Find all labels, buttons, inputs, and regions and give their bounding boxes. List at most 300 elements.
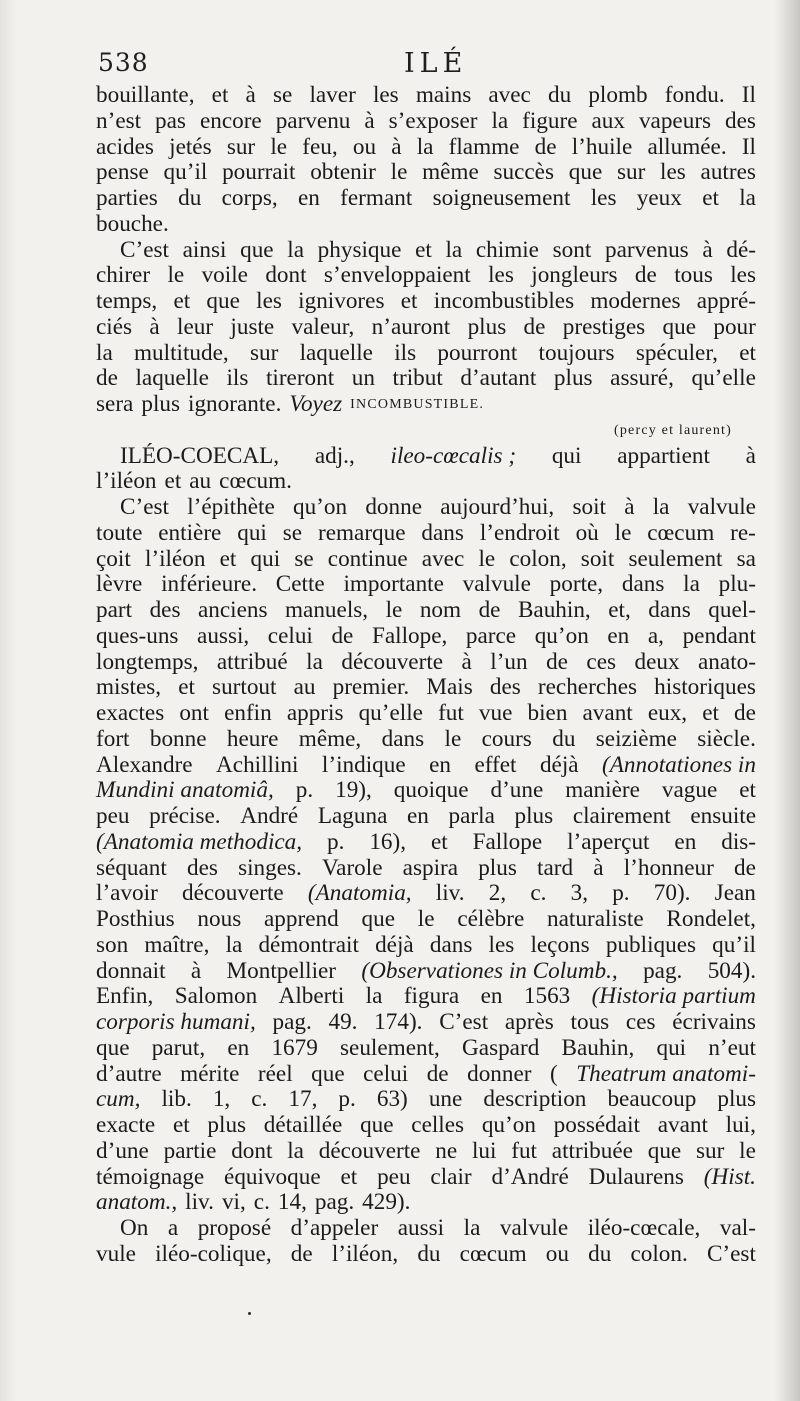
word: siècle.: [697, 725, 756, 752]
word: plus: [553, 365, 593, 392]
word: 1563: [523, 983, 571, 1010]
word: et: [173, 288, 191, 314]
word: fondu.: [664, 82, 725, 108]
word: ciés: [96, 313, 133, 340]
word: dé-: [726, 236, 756, 263]
word: les: [488, 262, 514, 289]
word: parties: [96, 185, 158, 211]
word: et: [739, 339, 756, 366]
word: ileo-cœcalis ;: [390, 442, 517, 469]
word: lèvre: [96, 571, 143, 598]
text-line: [96, 572, 756, 598]
text-line: [96, 675, 756, 701]
word: que: [311, 1060, 345, 1087]
word: d’appeler: [290, 1215, 379, 1241]
word: multitude,: [134, 339, 229, 366]
word: peu: [96, 803, 130, 829]
word: nous: [197, 906, 242, 932]
word: le: [478, 545, 496, 572]
word: 70).: [653, 880, 691, 907]
word: réel: [257, 1060, 293, 1087]
word: fermant: [340, 185, 413, 211]
text-line: [96, 135, 756, 161]
word: Alberti: [278, 983, 345, 1010]
word: des: [187, 854, 218, 881]
word: l’iléon: [144, 545, 206, 572]
word: acides: [96, 133, 154, 160]
word: qu’il: [163, 159, 208, 186]
word: chimie: [475, 236, 539, 263]
word: de: [426, 1060, 449, 1087]
word: iléo-colique,: [155, 1240, 272, 1267]
word: cours: [481, 725, 532, 752]
word: la: [225, 931, 243, 958]
word: en: [674, 828, 697, 855]
word: importante: [343, 571, 444, 598]
word: C’est: [120, 236, 169, 263]
word: manuels,: [285, 597, 369, 623]
word: plus: [141, 391, 180, 417]
word: du: [588, 1240, 612, 1267]
word: en: [429, 751, 451, 778]
signature: (percy et laurent): [614, 422, 732, 438]
word: ignivores: [298, 288, 385, 314]
word: cœcum: [647, 519, 715, 546]
word: 17,: [288, 1086, 318, 1113]
word: Theatrum anatomi-: [576, 1060, 756, 1087]
text-line: [96, 1139, 756, 1165]
word: C’est: [706, 1240, 756, 1267]
word: proposé: [197, 1215, 272, 1241]
word: re-: [730, 519, 756, 546]
word: dans: [421, 519, 464, 546]
word: ignorante.: [188, 391, 282, 417]
word: sur: [249, 339, 279, 366]
word: 63): [376, 1086, 408, 1113]
word: assuré,: [610, 365, 674, 392]
word: bouche.: [96, 210, 169, 237]
word: porte,: [549, 571, 604, 598]
word: pense: [96, 159, 149, 186]
word: 19),: [335, 777, 372, 804]
word: l’iléon,: [331, 1240, 399, 1267]
word: seizième: [595, 725, 677, 752]
word: pendant: [682, 622, 756, 649]
word: à: [149, 313, 160, 340]
word: et,: [608, 597, 631, 623]
word: seulement,: [340, 1034, 440, 1061]
text-line: [96, 1087, 756, 1113]
text-line: [96, 856, 756, 882]
word: précise.: [149, 803, 221, 829]
word: c.: [530, 880, 547, 907]
word: à: [745, 442, 756, 469]
text-line: [96, 521, 756, 547]
text-line: [96, 804, 756, 830]
word: Alexandre: [96, 751, 193, 778]
word: Fallope,: [371, 622, 448, 649]
word: le: [270, 133, 288, 160]
word: l’indique: [321, 751, 406, 778]
word: et: [739, 777, 756, 804]
word: de: [734, 700, 756, 726]
word: dans: [648, 597, 691, 623]
word: parvenu: [275, 107, 351, 134]
word: et: [164, 468, 182, 495]
word: à: [461, 648, 472, 675]
word: 174).: [374, 1009, 423, 1035]
word: ILÉO-COECAL,: [120, 442, 280, 469]
word: de: [478, 597, 501, 623]
word: Bauhin,: [561, 1034, 635, 1061]
word: que: [361, 906, 395, 932]
word: n’est: [96, 107, 142, 134]
word: peu: [377, 1163, 411, 1190]
word: leur: [177, 313, 214, 340]
word: flamme: [448, 133, 520, 160]
word: remarque: [317, 519, 406, 546]
word: même: [422, 159, 479, 186]
word: maître,: [144, 931, 210, 958]
word: qu’on: [534, 622, 589, 649]
word: de: [534, 133, 557, 160]
word: ces: [586, 648, 617, 675]
word: appré-: [696, 288, 756, 314]
word: la: [416, 133, 434, 160]
word: n’auront: [371, 313, 451, 340]
word: parut,: [151, 1034, 206, 1061]
word: part: [96, 597, 133, 623]
word: Mais: [426, 674, 473, 701]
word: plus: [207, 1112, 247, 1138]
text-line: [96, 263, 756, 289]
text-line: [96, 495, 756, 521]
word: vi,: [221, 1189, 246, 1216]
word: cœcum: [459, 1240, 527, 1267]
word: quoique: [393, 777, 469, 804]
word: de: [290, 1240, 313, 1267]
word: dis-: [721, 828, 756, 855]
word: le: [417, 906, 435, 932]
text-line: [96, 186, 756, 212]
word: avant: [582, 700, 633, 726]
word: enfin: [224, 700, 272, 726]
word: (Observationes in Columb.,: [361, 957, 618, 984]
word: voile: [201, 262, 248, 289]
word: valeur,: [291, 313, 355, 340]
word: et: [415, 236, 432, 263]
text-line: [96, 341, 756, 367]
word: de: [331, 622, 354, 649]
word: en: [407, 803, 429, 829]
text-line: [96, 315, 756, 341]
word: Achillini: [216, 751, 299, 778]
word: l’un: [490, 648, 528, 675]
word: pourrait: [222, 159, 296, 186]
word: découverte: [341, 648, 444, 675]
word: C’est: [120, 494, 169, 520]
word: (Anatomia,: [307, 880, 412, 907]
word: à: [702, 236, 713, 263]
word: qu’il: [712, 931, 756, 958]
running-head: ILÉ: [404, 48, 468, 79]
word: en: [227, 1034, 250, 1061]
text-line: [96, 778, 756, 804]
word: tard: [537, 854, 574, 881]
word: laquelle: [135, 365, 209, 392]
word: incombustibles: [433, 288, 575, 314]
word: pourront: [437, 339, 518, 366]
word: p.: [327, 828, 345, 855]
word: s’exposer: [388, 107, 478, 134]
word: déjà: [539, 751, 579, 778]
word: dont: [265, 262, 307, 289]
word: que: [568, 159, 603, 186]
word: de: [634, 262, 657, 289]
word: juste: [230, 313, 275, 340]
text-line: [96, 1216, 756, 1242]
word: découverte: [182, 880, 284, 907]
word: du: [548, 82, 572, 108]
word: C’est: [439, 1009, 489, 1035]
word: en: [480, 983, 503, 1010]
text-line: [96, 366, 756, 392]
word: parce: [465, 622, 517, 649]
word: ou: [545, 1240, 569, 1267]
word: possédait: [553, 1112, 640, 1138]
word: longtemps,: [96, 648, 199, 675]
word: n’eut: [708, 1034, 756, 1061]
word: l’huile: [571, 133, 633, 160]
word: Enfin,: [96, 983, 154, 1010]
word: (Anatomia methodica,: [96, 828, 303, 855]
word: succès: [493, 159, 555, 186]
word: plus: [514, 803, 554, 829]
word: fut: [438, 700, 464, 726]
word: l’avoir: [96, 880, 158, 907]
word: fut: [511, 1137, 537, 1164]
word: Salomon: [174, 983, 258, 1010]
word: ont: [179, 700, 209, 726]
word: valvule: [462, 571, 531, 598]
word: premier.: [332, 674, 410, 701]
word: bonne: [149, 725, 207, 752]
word: a: [167, 1215, 179, 1241]
word: de: [734, 854, 756, 881]
text-line: [96, 109, 756, 135]
word: Laguna: [317, 803, 388, 829]
text-line: [96, 1062, 756, 1088]
word: la: [287, 236, 304, 263]
word: tous: [674, 262, 713, 289]
word: un: [351, 365, 375, 392]
word: autres: [700, 159, 756, 186]
word: jetés: [169, 133, 212, 160]
ink-speck: [248, 1312, 251, 1315]
text-line: [96, 289, 756, 315]
word: clairement: [572, 803, 671, 829]
word: celles: [411, 1112, 465, 1138]
text-line: [96, 469, 756, 495]
word: le: [739, 1137, 756, 1164]
word: avant: [657, 1112, 708, 1138]
word: partie: [163, 1137, 217, 1164]
word: la: [306, 648, 323, 675]
word: d’une: [490, 777, 544, 804]
word: se: [294, 545, 314, 572]
word: le: [390, 159, 408, 186]
word: que: [240, 236, 274, 263]
word: Il: [741, 82, 756, 108]
word: plu-: [718, 571, 756, 598]
word: appris: [286, 700, 344, 726]
word: p.: [338, 1086, 356, 1113]
word: 14,: [277, 1189, 307, 1216]
text-line: [96, 984, 756, 1010]
word: yeux: [636, 185, 682, 211]
word: au: [293, 674, 316, 701]
body-text: [96, 83, 756, 1268]
word: 3,: [570, 880, 588, 907]
word: la: [491, 107, 509, 134]
word: aspira: [402, 854, 459, 881]
text-line: [96, 727, 756, 753]
word: ils: [394, 339, 417, 366]
word: la: [287, 1137, 304, 1164]
word: publiques: [605, 931, 697, 958]
word: exacte: [96, 1112, 156, 1138]
page-header: [98, 48, 758, 82]
word: anatom.,: [96, 1189, 178, 1216]
word: manière: [565, 777, 640, 804]
word: 1679: [271, 1034, 318, 1061]
text-line: [96, 1036, 756, 1062]
word: et: [430, 828, 448, 855]
word: corporis humani,: [96, 1009, 256, 1035]
word: c.: [253, 1189, 270, 1216]
word: cum,: [96, 1086, 141, 1113]
word: lui: [471, 1137, 497, 1164]
word: pag.: [643, 957, 683, 984]
word: feu,: [302, 133, 338, 160]
word: et: [172, 1112, 190, 1138]
word: leçons: [530, 931, 590, 958]
word: recherches: [537, 674, 638, 701]
word: en: [607, 622, 630, 649]
word: à: [391, 133, 402, 160]
word: ces: [625, 1009, 656, 1035]
word: encore: [199, 107, 262, 134]
word: anato-: [698, 648, 756, 675]
text-line: [96, 701, 756, 727]
word: les: [372, 82, 399, 108]
word: continue: [327, 545, 408, 572]
word: celui: [363, 1060, 409, 1087]
word: les: [488, 931, 515, 958]
word: Montpellier: [226, 957, 337, 984]
word: ne: [435, 1137, 458, 1164]
word: ques-uns: [96, 622, 179, 649]
word: cœcum.: [219, 468, 292, 495]
word: ils: [226, 365, 249, 392]
text-line: [96, 1010, 756, 1036]
word: Il: [741, 133, 756, 160]
word: qu’elle: [358, 700, 423, 726]
word: eux,: [647, 700, 688, 726]
word: (Historia partium: [591, 983, 756, 1010]
word: 16),: [369, 828, 407, 855]
word: témoignage: [96, 1163, 205, 1190]
word: Mundini anatomiâ,: [96, 777, 274, 804]
word: que: [360, 1112, 394, 1138]
word: les: [590, 185, 617, 211]
word: 49.: [328, 1009, 358, 1035]
word: sur: [616, 159, 646, 186]
word: soigneusement: [432, 185, 571, 211]
word: plus: [467, 313, 507, 340]
word: allumée.: [647, 133, 727, 160]
word: la: [463, 1215, 481, 1241]
text-line: [96, 418, 756, 444]
word: p.: [612, 880, 630, 907]
word: sur: [696, 1137, 725, 1164]
word: quel-: [708, 597, 756, 623]
word: aujourd’hui,: [440, 494, 555, 520]
word: d’une: [96, 1137, 149, 1164]
word: où: [575, 519, 599, 546]
word: colon.: [630, 1240, 688, 1267]
word: mérite: [180, 1060, 240, 1087]
word: donnait: [96, 957, 166, 984]
word: les: [730, 262, 756, 289]
word: l’aperçut: [567, 828, 650, 855]
word: fort: [96, 725, 130, 752]
word: pag.: [314, 1189, 355, 1216]
word: s’enveloppaient: [323, 262, 471, 289]
word: toujours: [538, 339, 615, 366]
word: figure: [522, 107, 578, 134]
word: de: [96, 365, 118, 392]
word: temps,: [96, 288, 158, 314]
word: sa: [736, 545, 756, 572]
word: physique: [317, 236, 402, 263]
word: bien: [527, 700, 568, 726]
word: description: [483, 1086, 587, 1113]
word: plus: [478, 854, 517, 881]
word: ainsi: [182, 236, 227, 263]
word: à: [190, 957, 202, 984]
word: et: [211, 82, 229, 108]
word: qu’on: [292, 494, 348, 520]
word: de: [546, 648, 568, 675]
word: des: [149, 597, 181, 623]
word: qu’elle: [691, 365, 756, 392]
word: plus: [717, 1086, 756, 1113]
word: historiques: [654, 674, 756, 701]
word: valvule: [499, 1215, 569, 1241]
word: singes.: [238, 854, 302, 881]
word: vue: [478, 700, 513, 726]
word: vule: [96, 1240, 136, 1267]
word: celui: [267, 622, 313, 649]
word: la: [652, 494, 670, 520]
word: INCOMBUSTIBLE.: [350, 397, 485, 412]
word: et: [702, 185, 719, 211]
page-number: 538: [98, 48, 149, 77]
word: Posthius: [96, 906, 175, 932]
word: 429).: [362, 1189, 411, 1216]
word: avec: [421, 545, 465, 572]
